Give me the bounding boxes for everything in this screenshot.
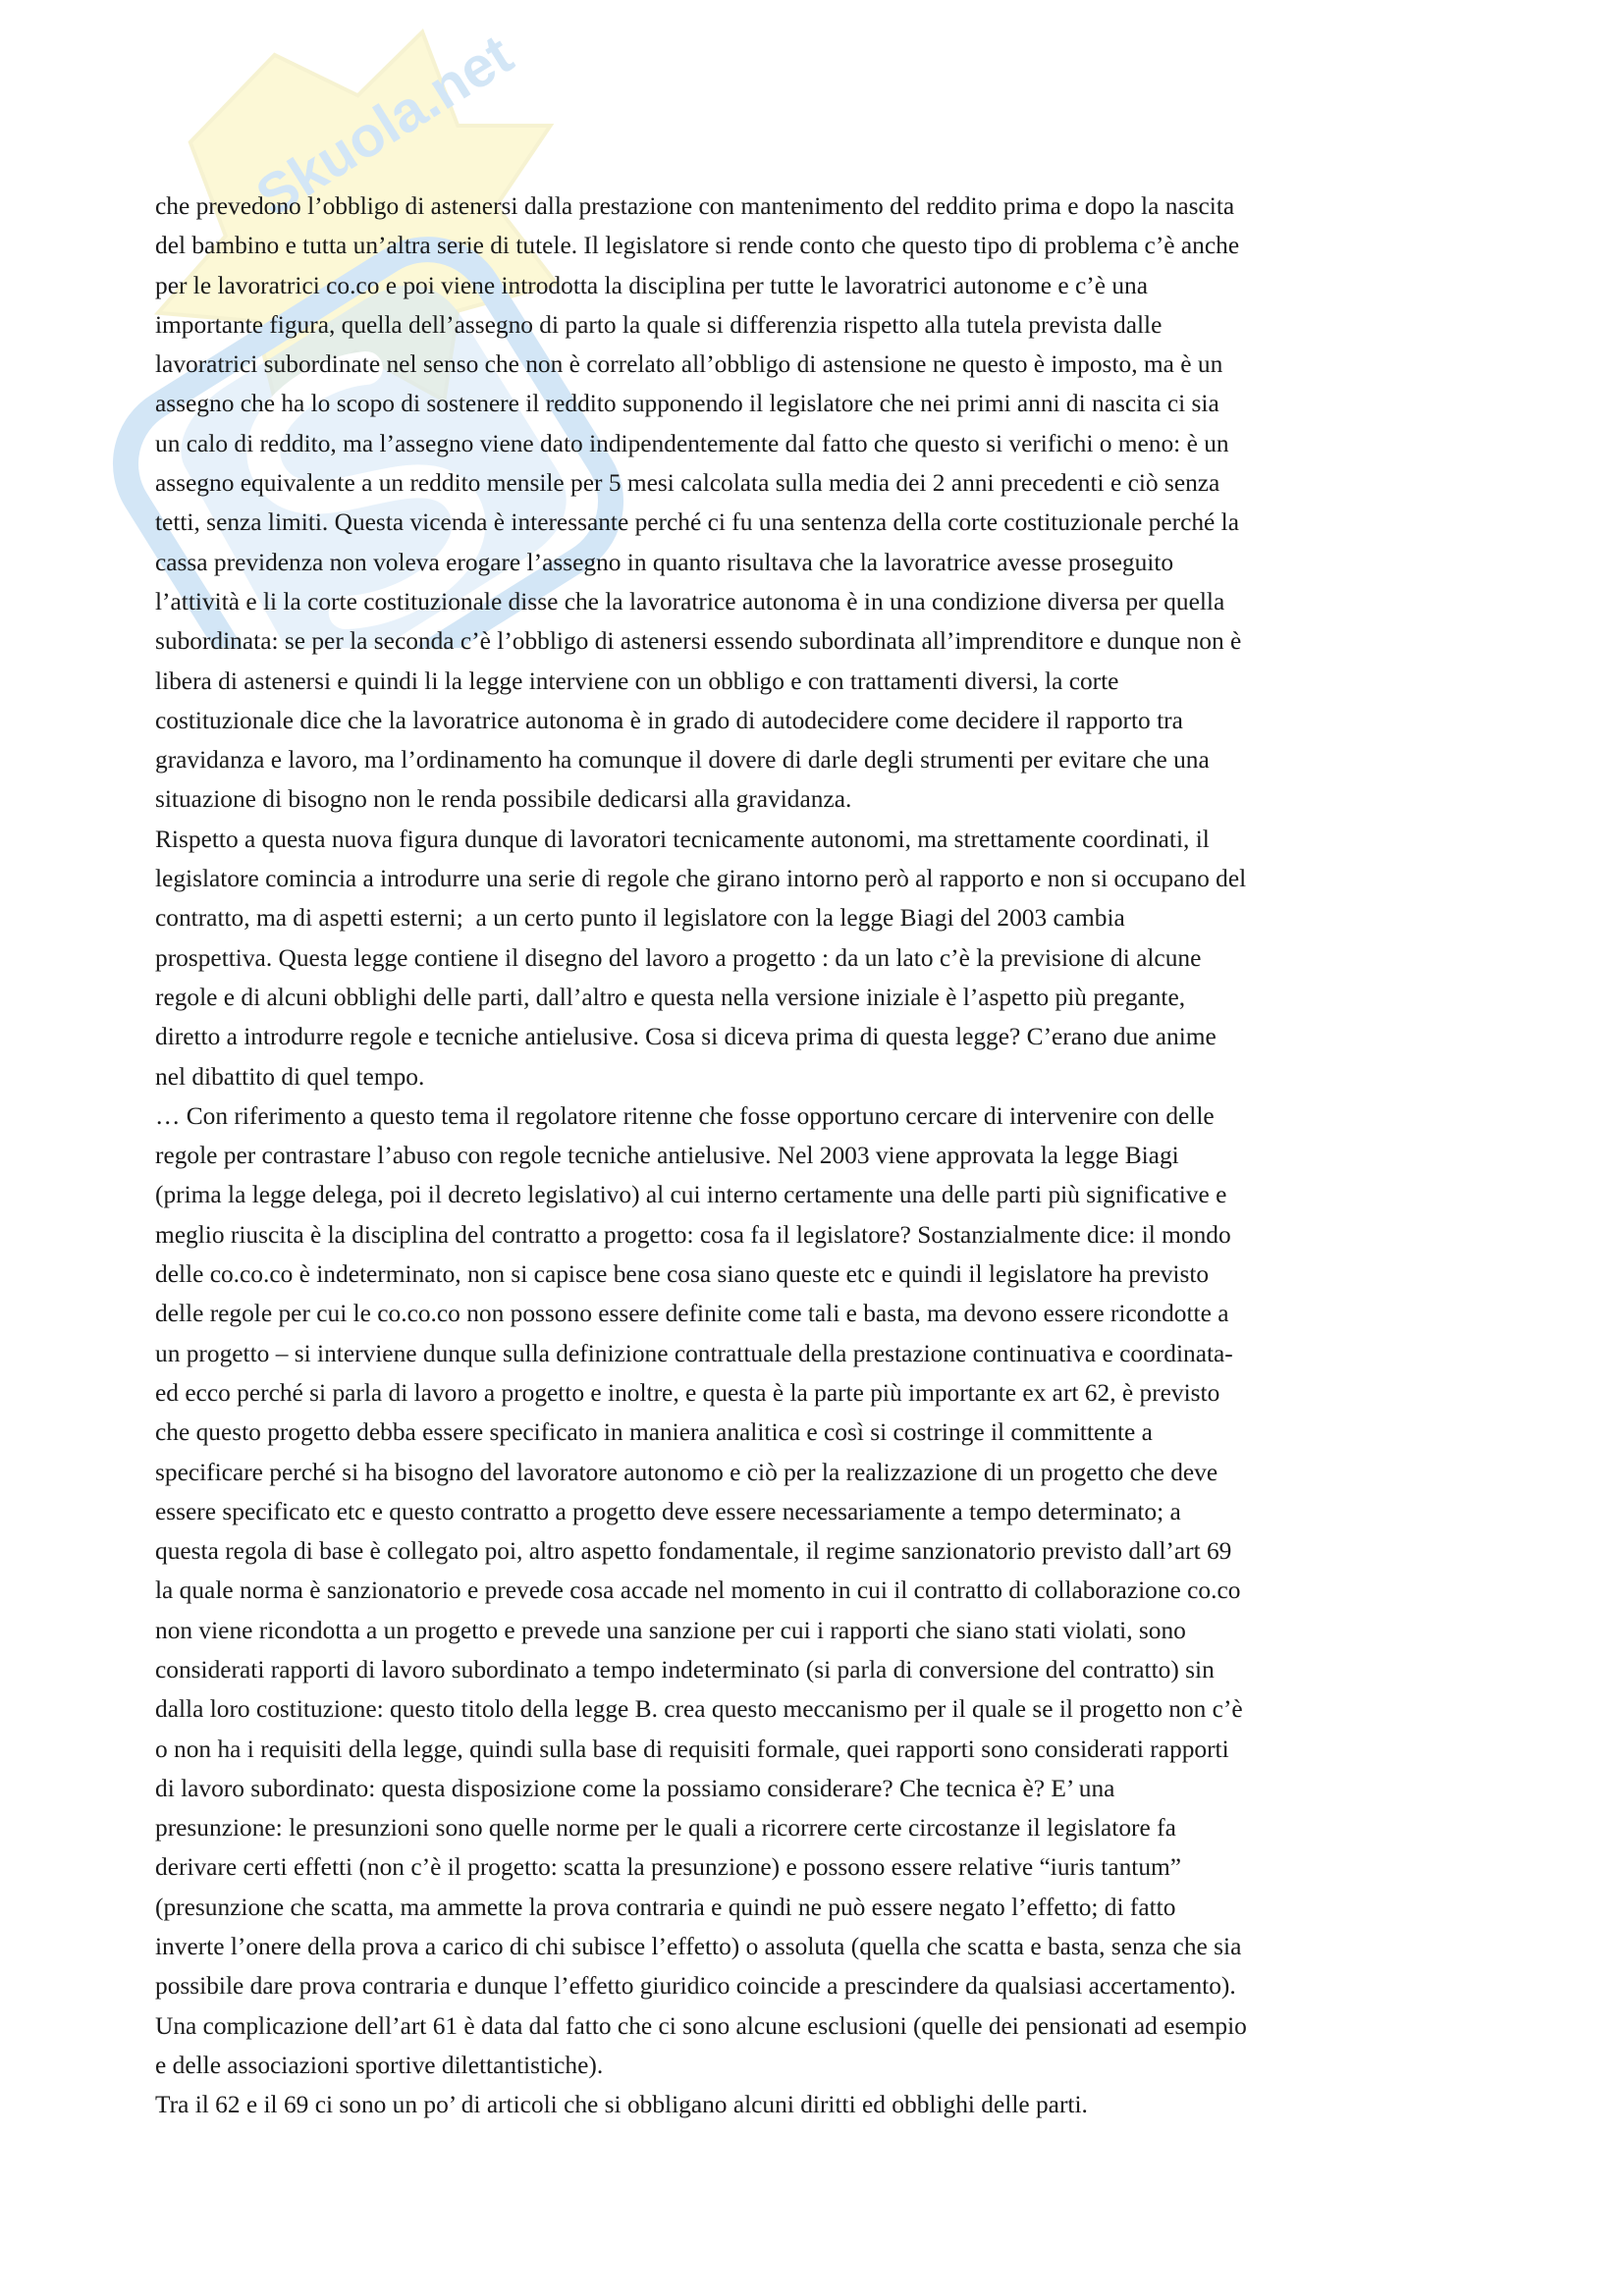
text-line: nel dibattito di quel tempo. bbox=[155, 1062, 425, 1091]
text-line: ed ecco perché si parla di lavoro a progetto e inoltre, e questa è la parte più importante ex art 62, è previsto bbox=[155, 1378, 1220, 1407]
text-line: o non ha i requisiti della legge, quindi sulla base di requisiti formale, quei rapporti sono considerati rapporti bbox=[155, 1735, 1229, 1763]
text-line: e delle associazioni sportive dilettantistiche). bbox=[155, 2051, 604, 2079]
text-line: derivare certi effetti (non c’è il progetto: scatta la presunzione) e possono essere relative “iuris tantum” bbox=[155, 1853, 1182, 1882]
text-line: del bambino e tutta un’altra serie di tutele. Il legislatore si rende conto che questo tipo di problema c’è anche bbox=[155, 232, 1240, 260]
text-line: di lavoro subordinato: questa disposizione come la possiamo considerare? Che tecnica è? E’ una bbox=[155, 1774, 1115, 1802]
text-line: delle regole per cui le co.co.co non possono essere definite come tali e basta, ma devono essere ricondotte a bbox=[155, 1300, 1229, 1328]
text-line: essere specificato etc e questo contratto a progetto deve essere necessariamente a tempo determinato; a bbox=[155, 1497, 1181, 1525]
text-line: un progetto – si interviene dunque sulla definizione contrattuale della prestazione continuativa e coordinata- bbox=[155, 1339, 1233, 1367]
text-line: regole e di alcuni obblighi delle parti, dall’altro e questa nella versione iniziale è l’aspetto più pregante, bbox=[155, 983, 1186, 1011]
text-line: prospettiva. Questa legge contiene il disegno del lavoro a progetto : da un lato c’è la previsione di alcune bbox=[155, 943, 1202, 972]
text-line: non viene ricondotta a un progetto e prevede una sanzione per cui i rapporti che siano stati violati, sono bbox=[155, 1616, 1186, 1644]
text-line: assegno equivalente a un reddito mensile per 5 mesi calcolata sulla media dei 2 anni precedenti e ciò senza bbox=[155, 469, 1220, 498]
text-line: meglio riuscita è la disciplina del contratto a progetto: cosa fa il legislatore? Sostanzialmente dice: il mondo bbox=[155, 1220, 1231, 1249]
text-line: inverte l’onere della prova a carico di chi subisce l’effetto) o assoluta (quella che scatta e basta, senza che sia bbox=[155, 1933, 1242, 1961]
text-line: Una complicazione dell’art 61 è data dal fatto che ci sono alcune esclusioni (quelle dei pensionati ad esempio bbox=[155, 2011, 1247, 2040]
text-line: cassa previdenza non voleva erogare l’assegno in quanto risultava che la lavoratrice avesse proseguito bbox=[155, 548, 1174, 576]
text-line: (presunzione che scatta, ma ammette la prova contraria e quindi ne può essere negato l’effetto; di fatto bbox=[155, 1893, 1176, 1921]
text-line: la quale norma è sanzionatorio e prevede cosa accade nel momento in cui il contratto di collaborazione co.co bbox=[155, 1576, 1241, 1605]
text-line: un calo di reddito, ma l’assegno viene dato indipendentemente dal fatto che questo si verifichi o meno: è un bbox=[155, 429, 1229, 457]
text-line: (prima la legge delega, poi il decreto legislativo) al cui interno certamente una delle parti più significative e bbox=[155, 1181, 1227, 1209]
text-line: delle co.co.co è indeterminato, non si capisce bene cosa siano queste etc e quindi il legislatore ha previsto bbox=[155, 1260, 1210, 1289]
text-line: l’attività e li la corte costituzionale disse che la lavoratrice autonoma è in una condizione diversa per quella bbox=[155, 587, 1225, 615]
text-line: regole per contrastare l’abuso con regole tecniche antielusive. Nel 2003 viene approvata la legge Biagi bbox=[155, 1142, 1179, 1170]
text-line: contratto, ma di aspetti esterni; a un certo punto il legislatore con la legge Biagi del 2003 cambia bbox=[155, 904, 1125, 933]
watermark-text: Skuola.net bbox=[244, 22, 524, 230]
text-line: che questo progetto debba essere specificato in maniera analitica e così si costringe il committente a bbox=[155, 1418, 1153, 1447]
text-line: importante figura, quella dell’assegno di parto la quale si differenzia rispetto alla tutela prevista dalle bbox=[155, 310, 1163, 339]
text-line: dalla loro costituzione: questo titolo della legge B. crea questo meccanismo per il quale se il progetto non c’è bbox=[155, 1695, 1243, 1724]
text-line: costituzionale dice che la lavoratrice autonoma è in grado di autodecidere come decidere il rapporto tra bbox=[155, 706, 1183, 734]
text-line: possibile dare prova contraria e dunque l’effetto giuridico coincide a prescindere da qualsiasi accertamento). bbox=[155, 1972, 1236, 2001]
text-line: Tra il 62 e il 69 ci sono un po’ di articoli che si obbligano alcuni diritti ed obblighi delle parti. bbox=[155, 2091, 1088, 2119]
body-text bbox=[155, 187, 1500, 2125]
text-line: diretto a introdurre regole e tecniche antielusive. Cosa si diceva prima di questa legge? C’erano due anime bbox=[155, 1023, 1217, 1051]
text-line: per le lavoratrici co.co e poi viene introdotta la disciplina per tutte le lavoratrici autonome e c’è una bbox=[155, 271, 1148, 299]
text-line: Rispetto a questa nuova figura dunque di lavoratori tecnicamente autonomi, ma strettamente coordinati, il bbox=[155, 825, 1210, 853]
text-line: questa regola di base è collegato poi, altro aspetto fondamentale, il regime sanzionatorio previsto dall’art 69 bbox=[155, 1537, 1232, 1566]
text-line: subordinata: se per la seconda c’è l’obbligo di astenersi essendo subordinata all’imprenditore e dunque non è bbox=[155, 627, 1242, 656]
text-line: … Con riferimento a questo tema il regolatore ritenne che fosse opportuno cercare di intervenire con delle bbox=[155, 1101, 1215, 1130]
text-line: situazione di bisogno non le renda possibile dedicarsi alla gravidanza. bbox=[155, 785, 852, 814]
text-line: lavoratrici subordinate nel senso che non è correlato all’obbligo di astensione ne questo è imposto, ma è un bbox=[155, 350, 1223, 379]
text-line: legislatore comincia a introdurre una serie di regole che girano intorno però al rapporto e non si occupano del bbox=[155, 865, 1247, 893]
text-line: che prevedono l’obbligo di astenersi dalla prestazione con mantenimento del reddito prima e dopo la nascita bbox=[155, 192, 1235, 220]
text-line: specificare perché si ha bisogno del lavoratore autonomo e ciò per la realizzazione di un progetto che deve bbox=[155, 1458, 1218, 1486]
text-line: considerati rapporti di lavoro subordinato a tempo indeterminato (si parla di conversione del contratto) sin bbox=[155, 1655, 1215, 1683]
text-line: libera di astenersi e quindi li la legge interviene con un obbligo e con trattamenti diversi, la corte bbox=[155, 667, 1119, 695]
text-line: gravidanza e lavoro, ma l’ordinamento ha comunque il dovere di darle degli strumenti per evitare che una bbox=[155, 746, 1210, 774]
text-line: assegno che ha lo scopo di sostenere il reddito supponendo il legislatore che nei primi anni di nascita ci sia bbox=[155, 390, 1219, 418]
text-line: presunzione: le presunzioni sono quelle norme per le quali a ricorrere certe circostanze il legislatore fa bbox=[155, 1814, 1176, 1842]
text-line: tetti, senza limiti. Questa vicenda è interessante perché ci fu una sentenza della corte costituzionale perché la bbox=[155, 508, 1239, 537]
